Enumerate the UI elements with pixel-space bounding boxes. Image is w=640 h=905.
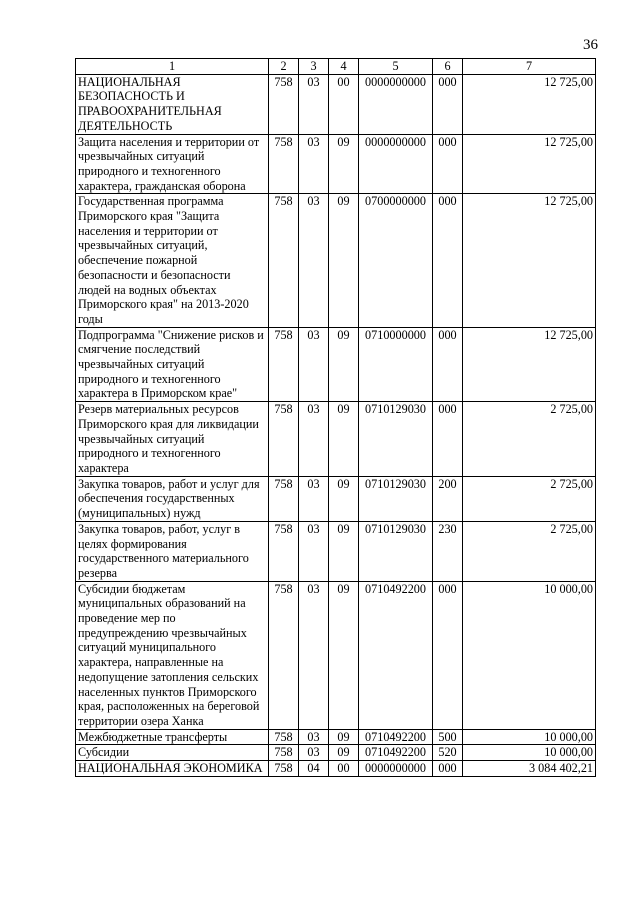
column-header: 5 <box>359 59 433 75</box>
row-code-cell: 09 <box>329 729 359 745</box>
column-header: 2 <box>269 59 299 75</box>
row-code-cell: 000 <box>433 327 463 402</box>
row-code-cell: 09 <box>329 521 359 581</box>
column-header: 4 <box>329 59 359 75</box>
row-code-cell: 03 <box>299 476 329 521</box>
row-code-cell: 758 <box>269 402 299 477</box>
row-code-cell: 03 <box>299 327 329 402</box>
row-name-cell: НАЦИОНАЛЬНАЯ ЭКОНОМИКА <box>76 761 269 777</box>
row-code-cell: 000 <box>433 761 463 777</box>
table-row <box>76 402 596 477</box>
row-code-cell: 500 <box>433 729 463 745</box>
row-code-cell: 000 <box>433 194 463 327</box>
row-code-cell: 758 <box>269 581 299 729</box>
row-code-cell: 000 <box>433 74 463 134</box>
row-code-cell: 03 <box>299 521 329 581</box>
row-code-cell: 758 <box>269 745 299 761</box>
row-amount-cell: 12 725,00 <box>463 74 596 134</box>
row-code-cell: 200 <box>433 476 463 521</box>
row-name-cell: Защита населения и территории от чрезвычайных ситуаций природного и техногенного характера, гражданская оборона <box>76 134 269 194</box>
row-code-cell: 09 <box>329 402 359 477</box>
row-amount-cell: 2 725,00 <box>463 476 596 521</box>
table-row <box>76 761 596 777</box>
column-header: 3 <box>299 59 329 75</box>
row-code-cell: 0710129030 <box>359 402 433 477</box>
table-header-row <box>76 59 596 75</box>
table-body <box>76 74 596 776</box>
row-amount-cell: 12 725,00 <box>463 194 596 327</box>
row-code-cell: 758 <box>269 729 299 745</box>
row-amount-cell: 12 725,00 <box>463 327 596 402</box>
budget-table <box>75 58 596 777</box>
row-code-cell: 0000000000 <box>359 134 433 194</box>
table-row <box>76 74 596 134</box>
row-code-cell: 230 <box>433 521 463 581</box>
row-amount-cell: 3 084 402,21 <box>463 761 596 777</box>
row-name-cell: Субсидии <box>76 745 269 761</box>
row-code-cell: 0710492200 <box>359 729 433 745</box>
table-row <box>76 521 596 581</box>
row-code-cell: 0000000000 <box>359 761 433 777</box>
row-name-cell: Субсидии бюджетам муниципальных образований на проведение мер по предупреждению чрезвычайных ситуаций муниципального характера, направленные на недопущение затопления сельских населенных пунктов Приморского края, расположенных на береговой территории озера Ханка <box>76 581 269 729</box>
row-name-cell: Закупка товаров, работ, услуг в целях формирования государственного материального резерва <box>76 521 269 581</box>
row-code-cell: 00 <box>329 74 359 134</box>
row-name-cell: Резерв материальных ресурсов Приморского края для ликвидации чрезвычайных ситуаций природного и техногенного характера <box>76 402 269 477</box>
row-code-cell: 758 <box>269 327 299 402</box>
table-row <box>76 581 596 729</box>
row-code-cell: 758 <box>269 194 299 327</box>
row-amount-cell: 10 000,00 <box>463 581 596 729</box>
row-name-cell: Межбюджетные трансферты <box>76 729 269 745</box>
row-code-cell: 03 <box>299 194 329 327</box>
row-code-cell: 758 <box>269 521 299 581</box>
table-row <box>76 729 596 745</box>
row-code-cell: 0710129030 <box>359 521 433 581</box>
row-code-cell: 09 <box>329 194 359 327</box>
row-code-cell: 03 <box>299 74 329 134</box>
table-row <box>76 194 596 327</box>
row-amount-cell: 10 000,00 <box>463 745 596 761</box>
row-code-cell: 09 <box>329 581 359 729</box>
row-code-cell: 0710492200 <box>359 581 433 729</box>
row-code-cell: 000 <box>433 134 463 194</box>
row-code-cell: 03 <box>299 581 329 729</box>
row-code-cell: 04 <box>299 761 329 777</box>
column-header: 7 <box>463 59 596 75</box>
row-code-cell: 09 <box>329 476 359 521</box>
row-name-cell: Закупка товаров, работ и услуг для обеспечения государственных (муниципальных) нужд <box>76 476 269 521</box>
row-code-cell: 758 <box>269 74 299 134</box>
row-amount-cell: 12 725,00 <box>463 134 596 194</box>
row-code-cell: 758 <box>269 476 299 521</box>
row-code-cell: 03 <box>299 134 329 194</box>
row-code-cell: 09 <box>329 134 359 194</box>
row-code-cell: 758 <box>269 761 299 777</box>
row-amount-cell: 2 725,00 <box>463 521 596 581</box>
column-header: 6 <box>433 59 463 75</box>
row-code-cell: 000 <box>433 581 463 729</box>
row-amount-cell: 10 000,00 <box>463 729 596 745</box>
row-code-cell: 000 <box>433 402 463 477</box>
table-row <box>76 327 596 402</box>
row-name-cell: НАЦИОНАЛЬНАЯ БЕЗОПАСНОСТЬ И ПРАВООХРАНИТЕЛЬНАЯ ДЕЯТЕЛЬНОСТЬ <box>76 74 269 134</box>
page-number: 36 <box>583 37 598 53</box>
row-code-cell: 03 <box>299 745 329 761</box>
table-row <box>76 745 596 761</box>
row-code-cell: 520 <box>433 745 463 761</box>
row-name-cell: Государственная программа Приморского края "Защита населения и территории от чрезвычайных ситуаций, обеспечение пожарной безопасности и безопасности людей на водных объектах Приморского края" на 2013-2020 годы <box>76 194 269 327</box>
row-code-cell: 0710129030 <box>359 476 433 521</box>
row-name-cell: Подпрограмма "Снижение рисков и смягчение последствий чрезвычайных ситуаций природного и техногенного характера в Приморском крае" <box>76 327 269 402</box>
row-amount-cell: 2 725,00 <box>463 402 596 477</box>
row-code-cell: 00 <box>329 761 359 777</box>
row-code-cell: 03 <box>299 729 329 745</box>
row-code-cell: 0000000000 <box>359 74 433 134</box>
row-code-cell: 09 <box>329 745 359 761</box>
row-code-cell: 03 <box>299 402 329 477</box>
row-code-cell: 0710000000 <box>359 327 433 402</box>
row-code-cell: 09 <box>329 327 359 402</box>
table-row <box>76 134 596 194</box>
row-code-cell: 0700000000 <box>359 194 433 327</box>
column-header: 1 <box>76 59 269 75</box>
row-code-cell: 758 <box>269 134 299 194</box>
row-code-cell: 0710492200 <box>359 745 433 761</box>
table-row <box>76 476 596 521</box>
